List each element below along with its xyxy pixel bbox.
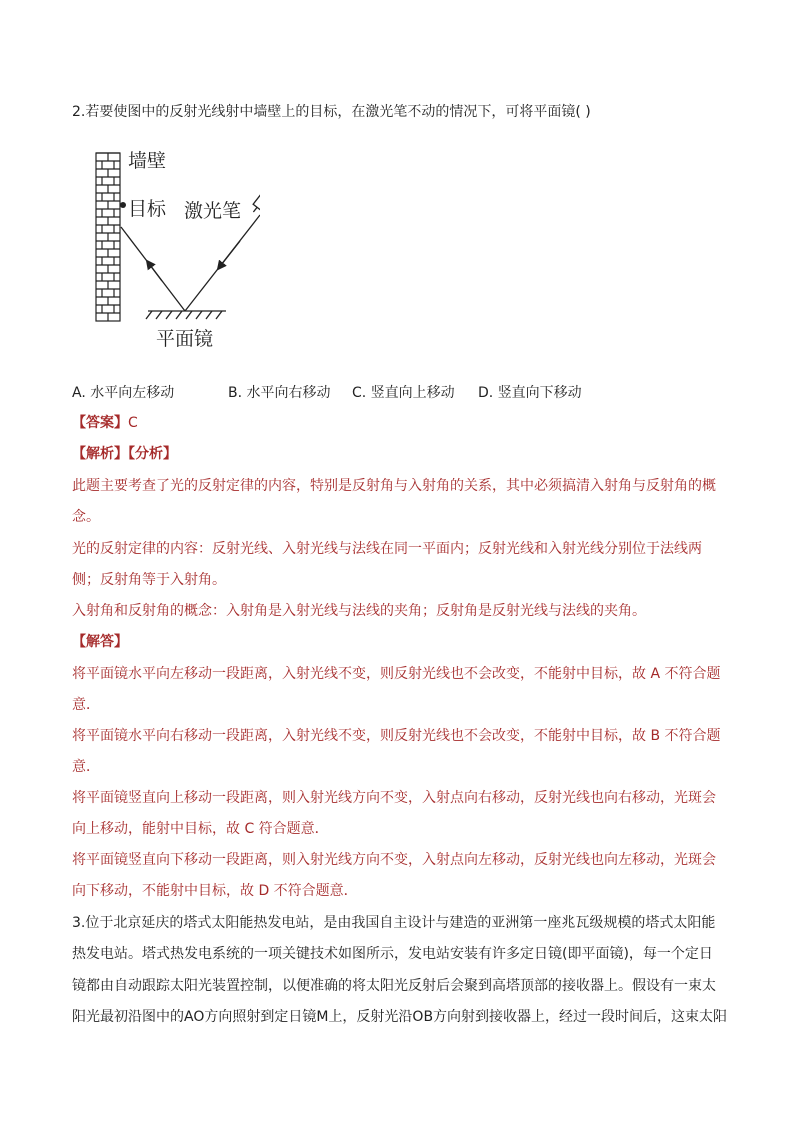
solution-line: 向下移动，不能射中目标，故 D 不符合题意． bbox=[72, 883, 358, 899]
reflection-diagram bbox=[90, 145, 260, 355]
option-b: B. 水平向右移动 bbox=[228, 385, 331, 401]
question3-line: 热发电站。塔式热发电系统的一项关键技术如图所示，发电站安装有许多定日镜(即平面镜)，每一个定日 bbox=[72, 946, 713, 962]
mirror-label: 平面镜 bbox=[156, 328, 214, 350]
analysis-line: 入射角和反射角的概念：入射角是入射光线与法线的夹角；反射角是反射光线与法线的夹角。 bbox=[72, 603, 646, 619]
wall-graphic bbox=[96, 153, 120, 321]
analysis-line: 侧；反射角等于入射角。 bbox=[72, 572, 226, 588]
answer-tag: 【答案】 bbox=[72, 415, 128, 431]
option-c: C. 竖直向上移动 bbox=[352, 385, 455, 401]
laser-pen-graphic bbox=[249, 176, 260, 215]
solution-line: 意． bbox=[72, 759, 100, 775]
solution-line: 意． bbox=[72, 697, 100, 713]
target-dot bbox=[120, 202, 126, 208]
mirror-graphic bbox=[146, 311, 226, 319]
question2-stem: 2.若要使图中的反射光线射中墙壁上的目标，在激光笔不动的情况下，可将平面镜( ) bbox=[72, 104, 591, 120]
solution-tag: 【解答】 bbox=[72, 634, 128, 650]
answer-value: C bbox=[128, 415, 138, 431]
question3-line: 3.位于北京延庆的塔式太阳能热发电站，是由我国自主设计与建造的亚洲第一座兆瓦级规模的塔式太阳能 bbox=[72, 915, 716, 931]
question3-line: 镜都由自动跟踪太阳光装置控制，以便准确的将太阳光反射后会聚到高塔顶部的接收器上。假设有一束太 bbox=[72, 978, 716, 994]
solution-line: 将平面镜水平向右移动一段距离，入射光线不变，则反射光线也不会改变，不能射中目标，故 B 不符合题 bbox=[72, 728, 721, 744]
analysis-line: 此题主要考查了光的反射定律的内容，特别是反射角与入射角的关系，其中必须搞清入射角与反射角的概 bbox=[72, 478, 716, 494]
solution-line: 将平面镜水平向左移动一段距离，入射光线不变，则反射光线也不会改变，不能射中目标，故 A 不符合题 bbox=[72, 666, 721, 682]
answer-line bbox=[72, 413, 138, 433]
laser-label: 激光笔 bbox=[184, 200, 242, 222]
solution-line: 向上移动，能射中目标，故 C 符合题意． bbox=[72, 821, 329, 837]
target-label: 目标 bbox=[128, 198, 167, 220]
option-a: A. 水平向左移动 bbox=[72, 385, 175, 401]
solution-line: 将平面镜竖直向上移动一段距离，则入射光线方向不变，入射点向右移动，反射光线也向右移动，光斑会 bbox=[72, 790, 716, 806]
solution-line: 将平面镜竖直向下移动一段距离，则入射光线方向不变，入射点向左移动，反射光线也向左移动，光斑会 bbox=[72, 852, 716, 868]
option-d: D. 竖直向下移动 bbox=[478, 385, 582, 401]
wall-label: 墙壁 bbox=[128, 150, 167, 172]
analysis-tag: 【解析】【分析】 bbox=[72, 446, 177, 462]
analysis-line: 念。 bbox=[72, 509, 100, 525]
question3-line: 阳光最初沿图中的AO方向照射到定日镜M上，反射光沿OB方向射到接收器上，经过一段时间后，这束太阳 bbox=[72, 1009, 728, 1025]
analysis-line: 光的反射定律的内容：反射光线、入射光线与法线在同一平面内；反射光线和入射光线分别位于法线两 bbox=[72, 541, 702, 557]
